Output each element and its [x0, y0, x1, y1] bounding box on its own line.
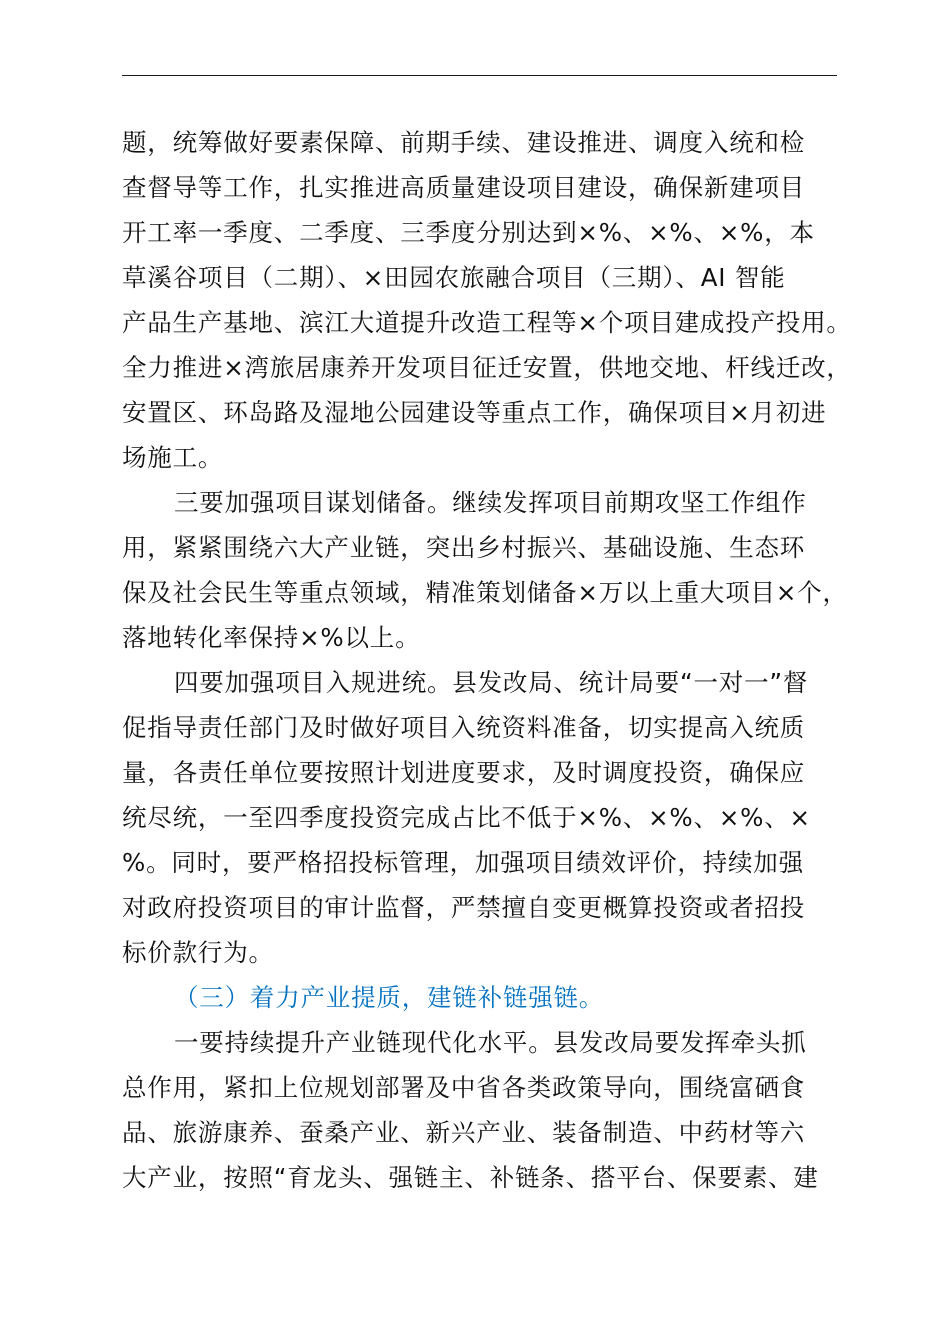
text-line: 安置区、环岛路及湿地公园建设等重点工作，确保项目×月初进 [122, 398, 827, 427]
text-line: 品、旅游康养、蚕桑产业、新兴产业、装备制造、中药材等六 [122, 1118, 806, 1147]
text-line: 保及社会民生等重点领域，精准策划储备×万以上重大项目×个， [122, 578, 848, 607]
text-line: 促指导责任部门及时做好项目入统资料准备，切实提高入统质 [122, 713, 806, 742]
text-line: 大产业，按照“育龙头、强链主、补链条、搭平台、保要素、建 [122, 1163, 819, 1192]
text-line: 标价款行为。 [122, 938, 274, 967]
text-line: 用，紧紧围绕六大产业链，突出乡村振兴、基础设施、生态环 [122, 533, 806, 562]
text-line: 场施工。 [122, 443, 224, 472]
paragraph-start-line: 三要加强项目谋划储备。继续发挥项目前期攻坚工作组作 [174, 488, 807, 517]
text-line: 开工率一季度、二季度、三季度分别达到×%、×%、×%，本 [122, 218, 815, 247]
text-line: 题，统筹做好要素保障、前期手续、建设推进、调度入统和检 [122, 128, 806, 157]
text-line: %。同时，要严格招投标管理，加强项目绩效评价，持续加强 [122, 848, 804, 877]
text-line: 草溪谷项目（二期）、×田园农旅融合项目（三期）、AI 智能 [122, 263, 786, 292]
section-heading: （三）着力产业提质，建链补链强链。 [174, 983, 605, 1012]
text-line: 统尽统，一至四季度投资完成占比不低于×%、×%、×%、× [122, 803, 811, 832]
text-line: 总作用，紧扣上位规划部署及中省各类政策导向，围绕富硒食 [122, 1073, 806, 1102]
text-line: 全力推进×湾旅居康养开发项目征迁安置，供地交地、杆线迁改， [122, 353, 852, 382]
paragraph-start-line: 一要持续提升产业链现代化水平。县发改局要发挥牵头抓 [174, 1028, 807, 1057]
text-line: 对政府投资项目的审计监督，严禁擅自变更概算投资或者招投 [122, 893, 806, 922]
document-body [122, 120, 852, 1200]
header-rule [122, 75, 837, 76]
text-line: 产品生产基地、滨江大道提升改造工程等×个项目建成投产投用。 [122, 308, 852, 337]
text-line: 量，各责任单位要按照计划进度要求，及时调度投资，确保应 [122, 758, 806, 787]
text-line: 落地转化率保持×%以上。 [122, 623, 421, 652]
paragraph-start-line: 四要加强项目入规进统。县发改局、统计局要“一对一”督 [174, 668, 809, 697]
text-line: 查督导等工作，扎实推进高质量建设项目建设，确保新建项目 [122, 173, 806, 202]
